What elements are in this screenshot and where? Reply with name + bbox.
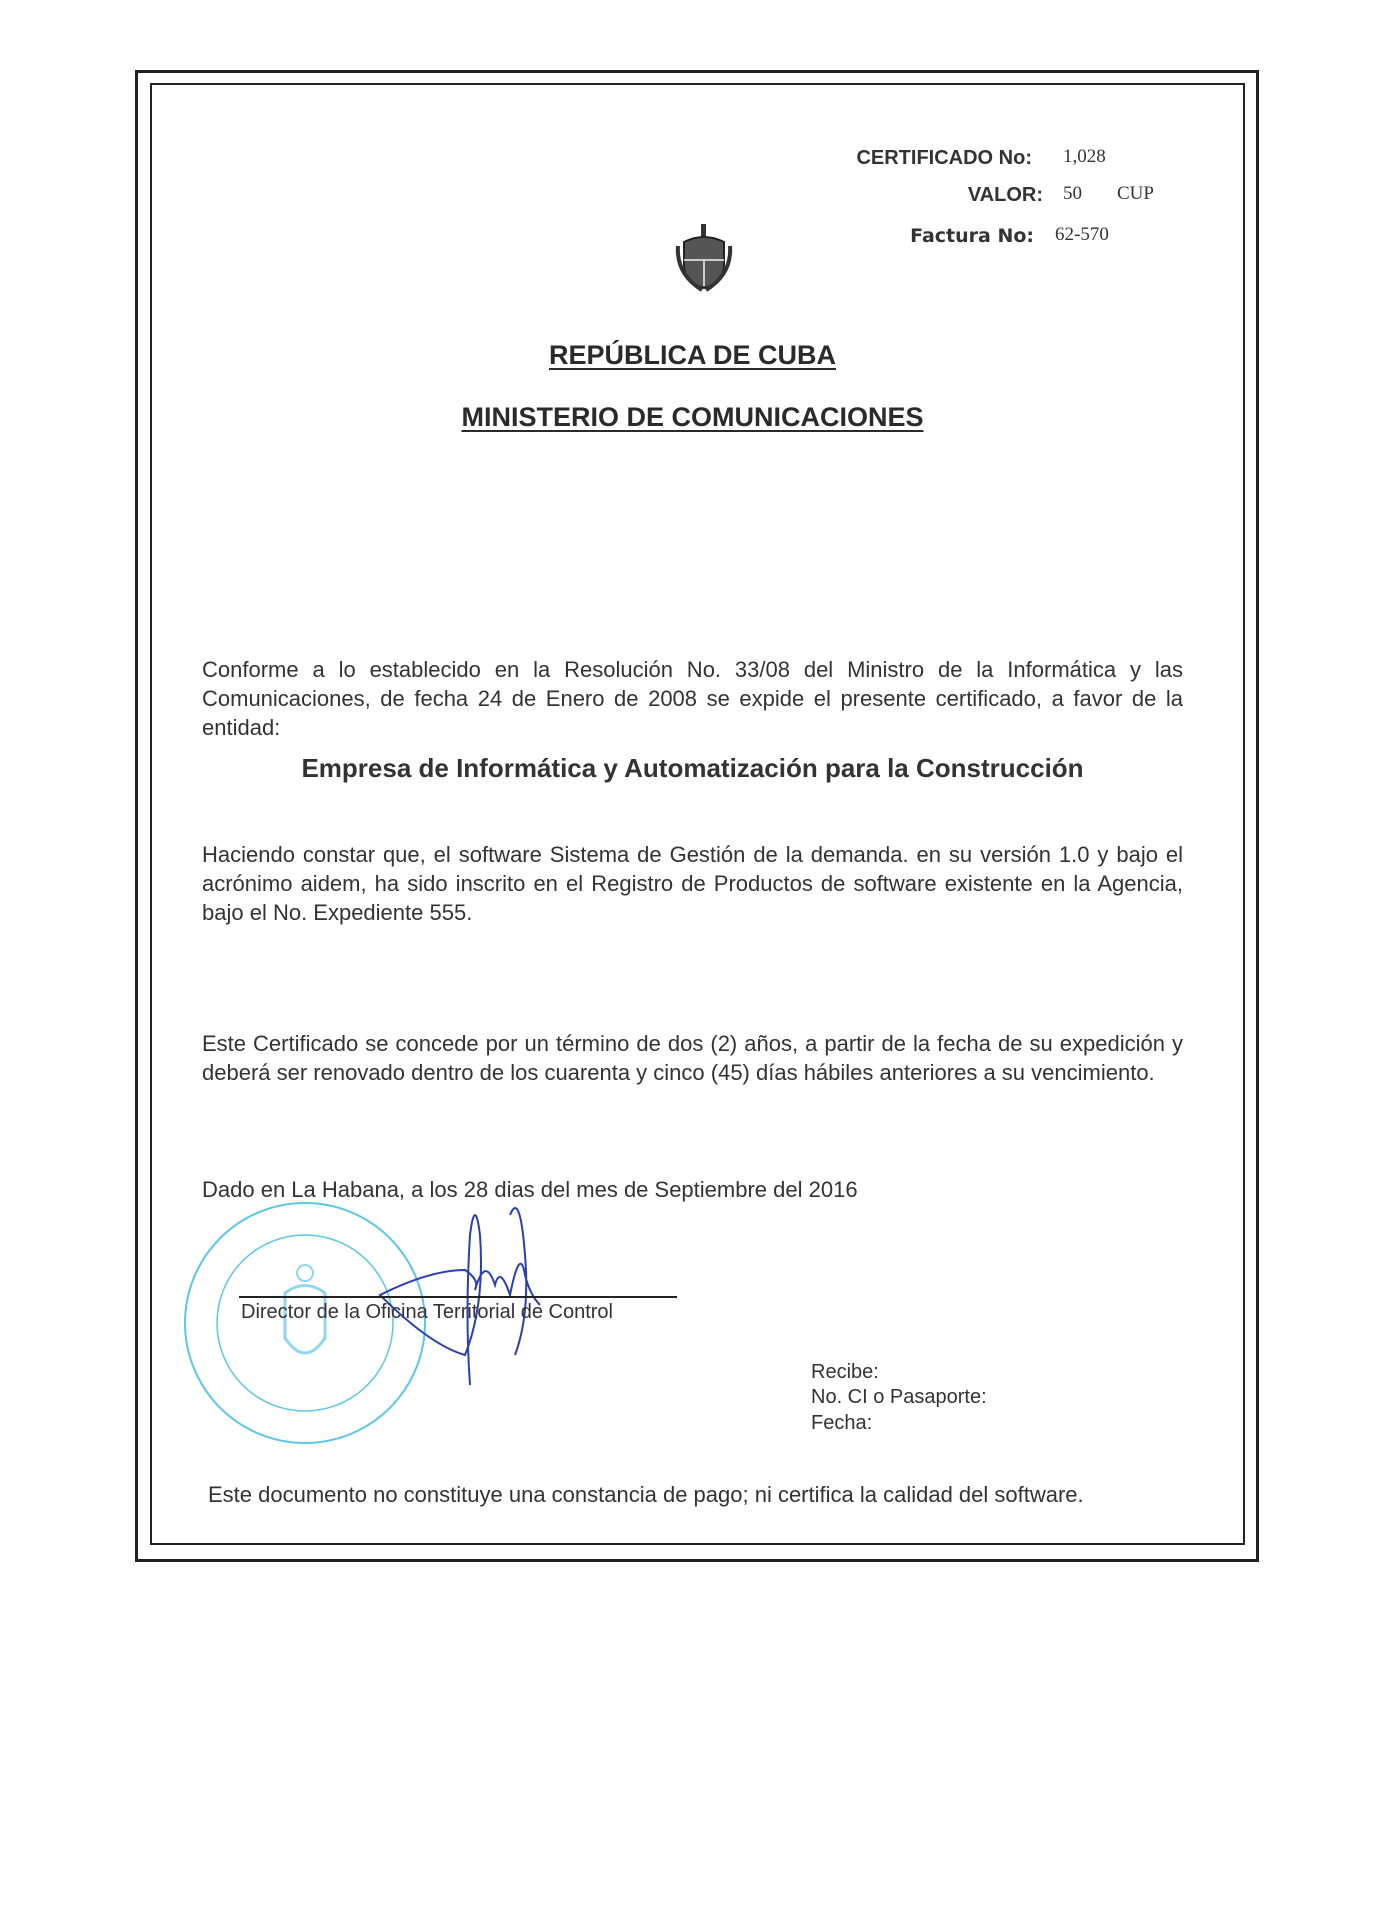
ministry-title: MINISTERIO DE COMUNICACIONES <box>461 402 924 432</box>
signer-title: Director de la Oficina Territorial de Control <box>241 1301 614 1323</box>
signature-line <box>239 1296 677 1298</box>
receipt-id: No. CI o Pasaporte: <box>811 1386 987 1408</box>
factura-value: 62-570 <box>1055 224 1109 245</box>
footer-disclaimer: Este documento no constituye una constancia de pago; ni certifica la calidad del software. <box>208 1482 1084 1507</box>
factura-label: Factura No: <box>910 225 1034 247</box>
receipt-fecha: Fecha: <box>811 1412 873 1434</box>
valor-label: VALOR: <box>967 184 1043 206</box>
valor-currency: CUP <box>1117 183 1154 204</box>
country-title: REPÚBLICA DE CUBA <box>548 340 836 370</box>
entity-name: Empresa de Informática y Automatización para la Construcción <box>301 753 1084 783</box>
issued-line: Dado en La Habana, a los 28 dias del mes de Septiembre del 2016 <box>202 1177 858 1202</box>
certificado-value: 1,028 <box>1063 146 1106 167</box>
certificado-label: CERTIFICADO No: <box>856 147 1032 169</box>
term-paragraph: Este Certificado se concede por un término de dos (2) años, a partir de la fecha de su expedición y deberá ser renovado dentro de los cuarenta y cinco (45) días hábiles anteriores a su vencimiento. <box>202 1031 1183 1085</box>
valor-value: 50 <box>1063 183 1082 204</box>
receipt-recibe: Recibe: <box>811 1361 879 1383</box>
signature <box>370 1195 570 1395</box>
intro-paragraph: Conforme a lo establecido en la Resolución No. 33/08 del Ministro de la Informática y las Comunicaciones, de fecha 24 de Enero de 2008 se expide el presente certificado, a favor de la entidad: <box>202 657 1183 740</box>
coat-of-arms-icon <box>674 224 734 292</box>
registration-paragraph: Haciendo constar que, el software Sistema de Gestión de la demanda. en su versión 1.0 y bajo el acrónimo aidem, ha sido inscrito en el Registro de Productos de software existente en la Agencia, bajo el No. Expediente 555. <box>202 842 1183 925</box>
